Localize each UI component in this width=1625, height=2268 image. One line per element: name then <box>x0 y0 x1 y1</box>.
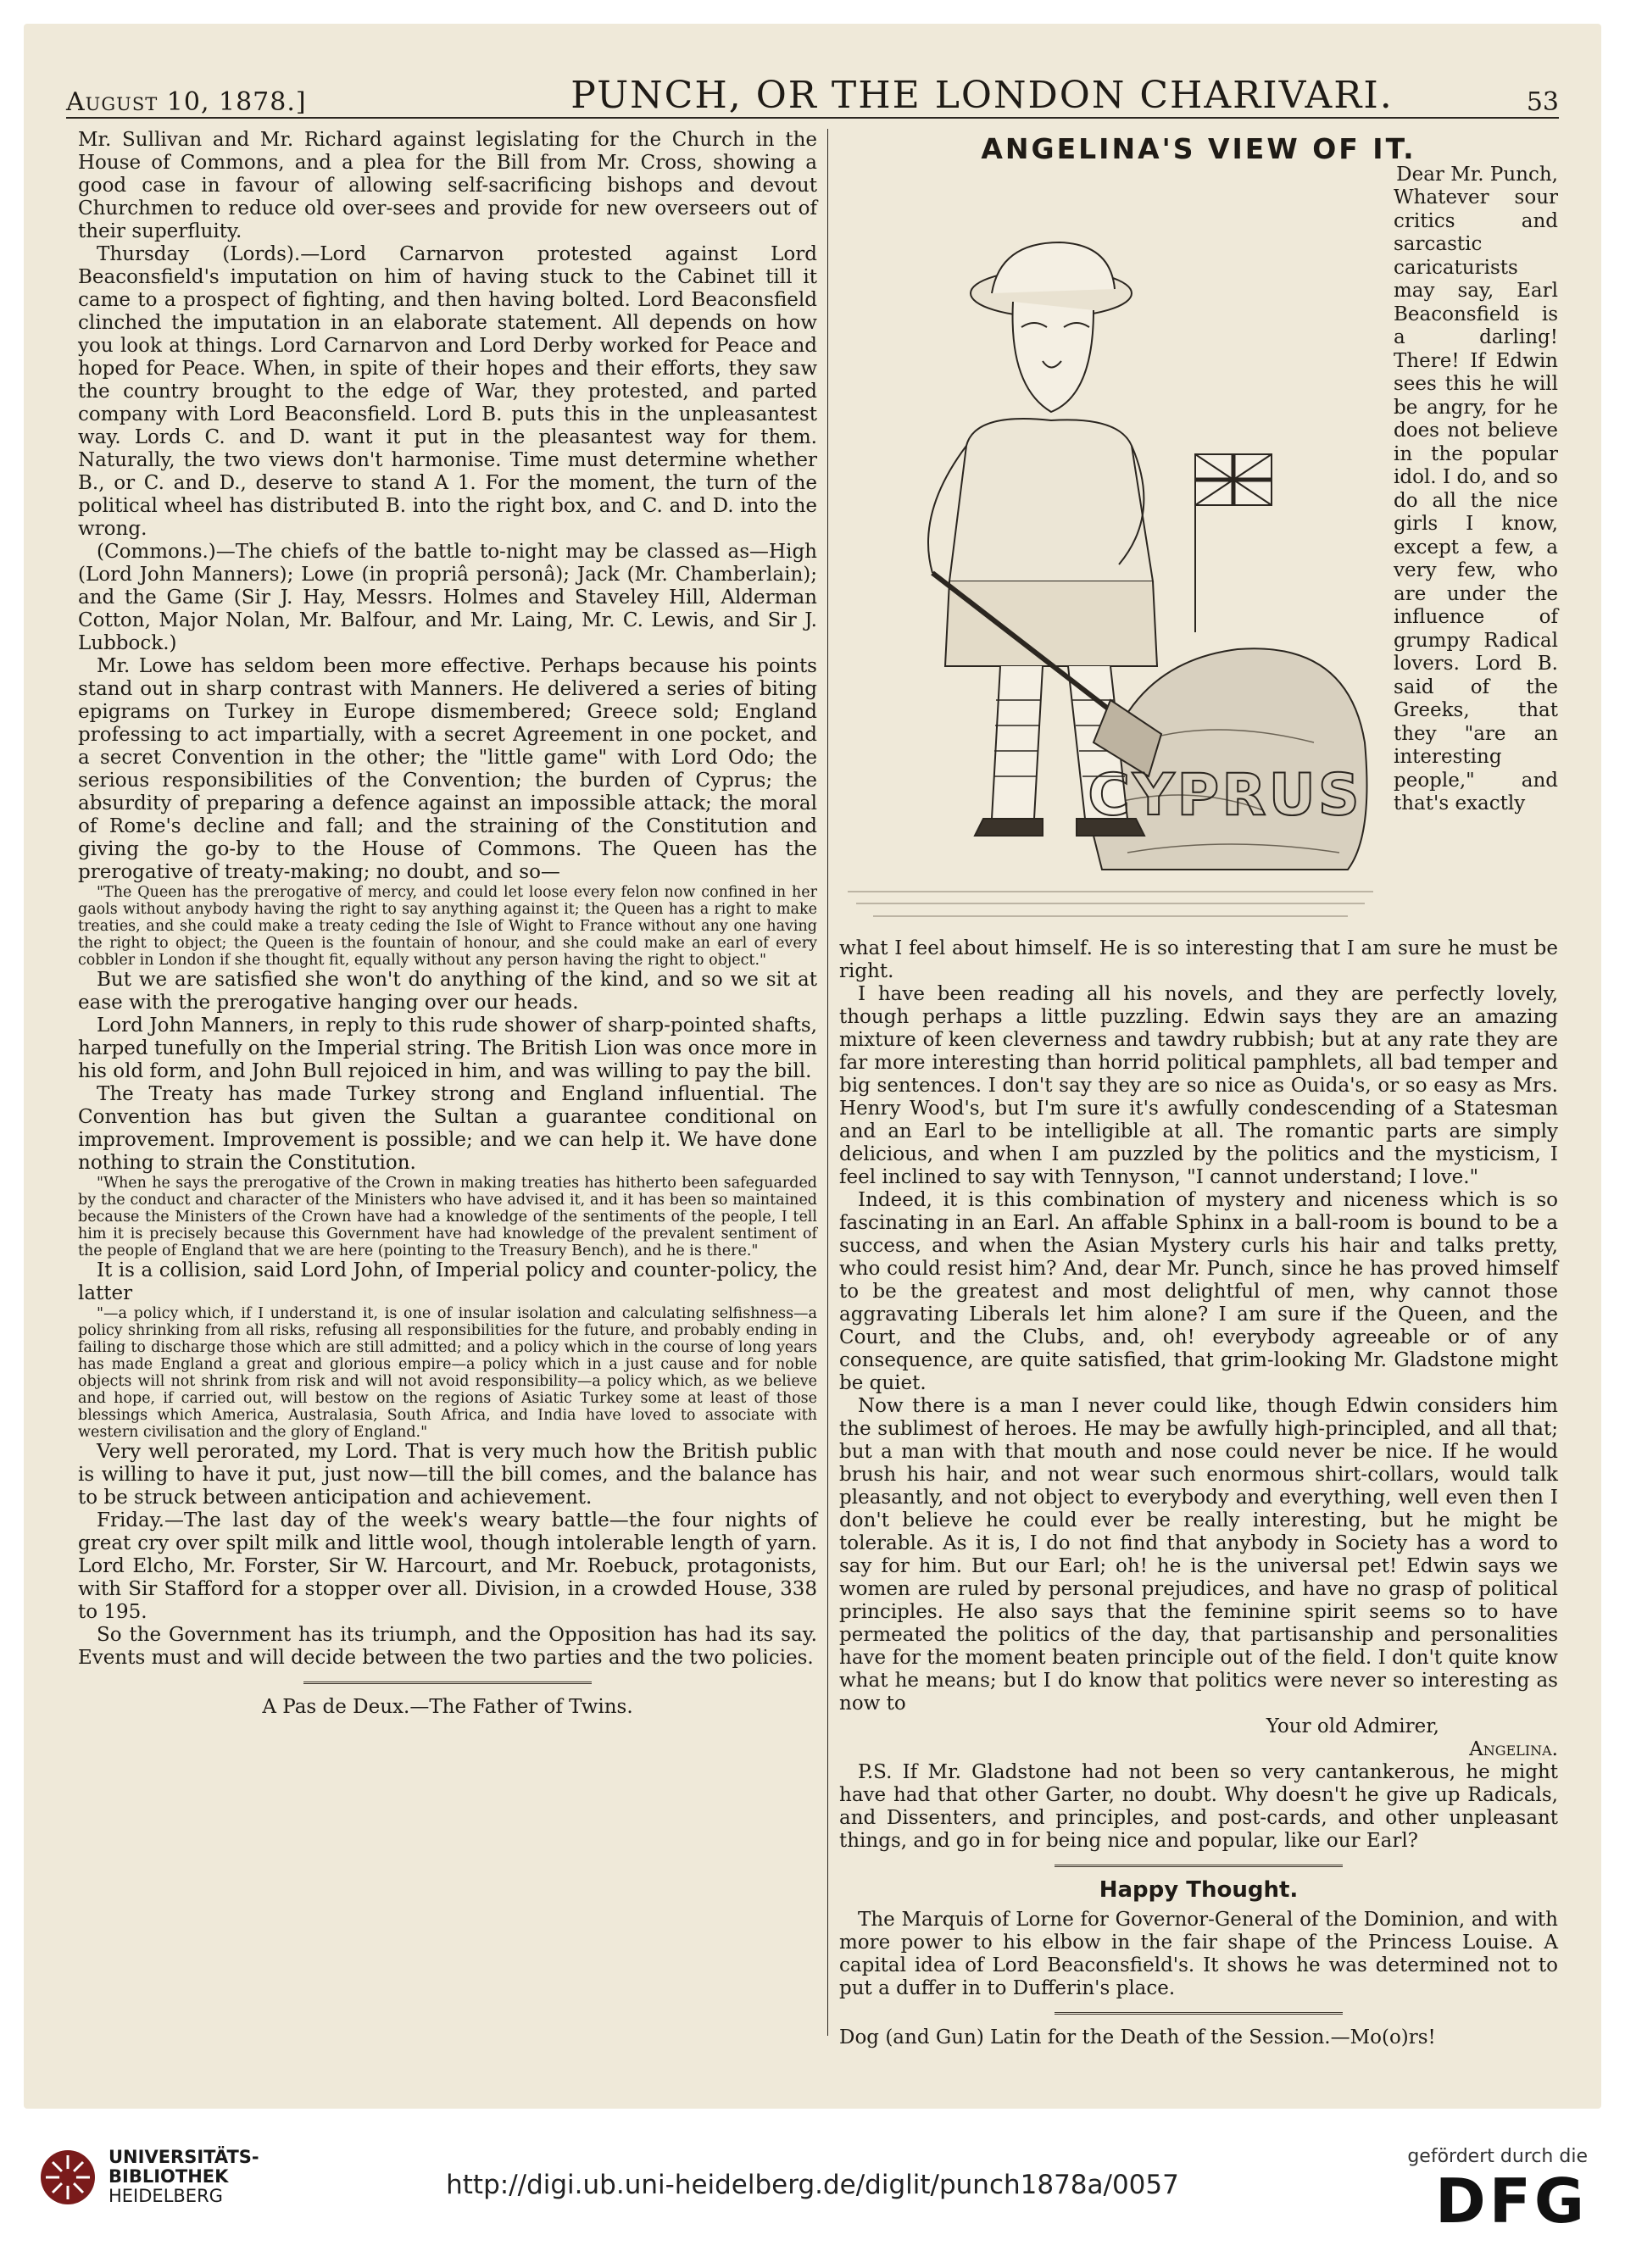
paragraph: But we are satisfied she won't do anything of the kind, and so we sit at ease with the prerogative hanging over our heads. <box>78 969 817 1014</box>
dog-latin-line: Dog (and Gun) Latin for the Death of the Session.—Mo(o)rs! <box>839 2026 1436 2048</box>
section-title: Happy Thought. <box>1099 1877 1299 1903</box>
cartoon-illustration <box>839 192 1382 937</box>
paragraph: Now there is a man I never could like, though Edwin considers him the sublimest of heroes. He may be awfully high-principled, and all that; but a man with that mouth and nose could never be nice. If he would brush his hair, and not wear such enormous shirt-collars, would talk pleasantly, and not object to everybody and everything, well even then I don't believe he could ever be really interesting, but he might be tolerable. As it is, I do not find that anybody in Society has a word to say for him. But our Earl; oh! he is the universal pet! Edwin says we women are ruled by personal prejudices, and have no grasp of political principles. He also says that the feminine spirit seems so to have permeated the politics of the day, that partisanship and personalities have for the moment beaten principle out of the field. I don't quite know what he means; but I do know that politics were never so interesting as now to <box>839 1395 1558 1715</box>
paragraph: The Marquis of Lorne for Governor-General of the Dominion, and with more power to his elbow in the fair shape of the Princess Louise. A capital idea of Lord Beaconsfield's. It shows he was determined not to put a duffer in to Dufferin's place. <box>839 1909 1558 1999</box>
signature: Angelina. <box>1469 1738 1558 1760</box>
paragraph: Thursday (Lords).—Lord Carnarvon protested against Lord Beaconsfield's imputation on him of having stuck to the Cabinet till it came to a prospect of fighting, and then having bolted. Lord Beaconsfield clinched the imputation in an elaborate statement. All depends on how you look at things. Lord Carnarvon and Lord Derby worked for Peace and hoped for Peace. When, in spite of their hopes and their efforts, they saw the country brought to the edge of War, they protested, and parted company with Lord Beaconsfield. Lord B. puts this in the unpleasantest way. Lords C. and D. want it put in the pleasantest way for them. Naturally, the two views don't harmonise. Time must determine whether B., or C. and D., deserve to stand A 1. For the moment, the turn of the political wheel has distributed B. into the right box, and C. and D. into the wrong. <box>78 243 817 540</box>
scanned-page <box>24 24 1601 2109</box>
paragraph: The Treaty has made Turkey strong and England influential. The Convention has but given the Sultan a guarantee conditional on improvement. Improvement is possible; and we can help it. We have done nothing to strain the Constitution. <box>78 1083 817 1174</box>
paragraph: Mr. Lowe has seldom been more effective. Perhaps because his points stand out in sharp contrast with Manners. He delivered a series of biting epigrams on Turkey in Europe dismembered; Greece sold; England professing to act impartially, with a secret Agreement in one pocket, and a secret Convention in the other; the "little game" with Lord Odo; the serious responsibilities of the Convention; the burden of Cyprus; the absurdity of preparing a defence against an impossible attack; the moral of Rome's decline and fall; and the straining of the Constitution and giving the go-by to the House of Commons. The Queen has the prerogative of treaty-making; no doubt, and so— <box>78 655 817 883</box>
funder-block <box>1407 2146 1588 2235</box>
source-url-link[interactable]: http://digi.ub.uni-heidelberg.de/diglit/punch1878a/0057 <box>446 2170 1179 2200</box>
article-title: ANGELINA'S VIEW OF IT. <box>981 132 1416 165</box>
cartoon-drawing <box>839 192 1382 937</box>
paragraph: (Commons.)—The chiefs of the battle to-night may be classed as—High (Lord John Manners); Lowe (in propriâ personâ); Jack (Mr. Chamberlain); and the Game (Sir J. Hay, Messrs. Holmes and Staveley Hill, Alderman Cotton, Major Nolan, Mr. Balfour, and Mr. Laing, Mr. C. Lewis, and Sir J. Lubbock.) <box>78 541 817 654</box>
section-rule <box>1055 2012 1343 2015</box>
quotation: "—a policy which, if I understand it, is one of insular isolation and calculating selfishness—a policy shrinking from all risks, refusing all responsibilities for the future, and probably ending in failing to discharge those which are still admitted; and a policy which in the course of long years has made England a great and glorious empire—a policy which in a just cause and for noble objects will not shrink from risk and will not avoid responsibility—a policy which, as we believe and hope, if carried out, will bestow on the regions of Asiatic Turkey some at least of those blessings which America, Australasia, South Africa, and India have loved to associate with western civilisation and the glory of England." <box>78 1305 817 1441</box>
library-name-line: HEIDELBERG <box>109 2186 223 2206</box>
paragraph: Whatever sour critics and sarcastic caricaturists may say, Earl Beaconsfield is a darling! There! If Edwin sees this he will be angry, for he does not believe in the popular idol. I do, and so do all the nice girls I know, except a few, a very few, who are under the influence of grumpy Radical lovers. Lord B. said of the Greeks, that they "are an interesting people," and that's exactly <box>1394 186 1558 814</box>
rock-label: CYPRUS <box>1088 762 1362 829</box>
section-rule <box>1055 1865 1343 1867</box>
paragraph: Friday.—The last day of the week's weary battle—the four nights of great cry over spilt milk and little wool, though intolerable length of yarn. Lord Elcho, Mr. Forster, Sir W. Harcourt, and Mr. Roebuck, protagonists, with Sir Stafford for a stopper over all. Division, in a crowded House, 338 to 195. <box>78 1509 817 1623</box>
closing: Your old Admirer, <box>1266 1715 1439 1737</box>
paragraph: what I feel about himself. He is so interesting that I am sure he must be right. <box>839 937 1558 982</box>
salutation: Dear Mr. Punch, <box>1396 164 1558 186</box>
paragraph: I have been reading all his novels, and they are perfectly lovely, though perhaps a little puzzling. Edwin says they are an amazing mixture of keen cleverness and tawdry rubbish; but at any rate they are far more interesting than horrid political pamphlets, all bad temper and big sentences. I don't say they are so nice as Ouida's, or so easy as Mrs. Henry Wood's, but I'm sure it's awfully condescending of a Statesman and an Earl to be intelligible at all. The romantic parts are simply delicious, and when I am puzzled by the politics and the mysticism, I feel inclined to say with Tennyson, "I cannot understand; I love." <box>839 983 1558 1188</box>
page-header <box>66 54 1559 119</box>
footer <box>0 2119 1625 2268</box>
paragraph: Lord John Manners, in reply to this rude shower of sharp-pointed shafts, harped tunefully on the Imperial string. The British Lion was once more in his old form, and John Bull rejoiced in him, and was willing to pay the bill. <box>78 1014 817 1082</box>
library-name-line: UNIVERSITÄTS- <box>109 2147 259 2167</box>
left-column <box>78 129 817 1719</box>
quotation: "The Queen has the prerogative of mercy, and could let loose every felon now confined in her gaols without anybody having the right to say anything against it; the Queen has a right to make treaties, and she could make a treaty ceding the Isle of Wight to France without any one having the right to object; the Queen is the fountain of honour, and she could make an earl of every cobbler in London if she thought fit, equally without any person having the right to object." <box>78 884 817 969</box>
paragraph: Indeed, it is this combination of mystery and niceness which is so fascinating in an Earl. An affable Sphinx in a ball-room is bound to be a success, and when the Asian Mystery curls his hair and talks pretty, who could resist him? And, dear Mr. Punch, since he has proved himself to be the greatest and most delightful of men, why cannot those aggravating Liberals let him alone? I am sure if the Queen, and the Court, and the Clubs, and, oh! everybody agreeable or of any consequence, are quite satisfied, that grim-looking Mr. Gladstone might be quiet. <box>839 1189 1558 1394</box>
section-rule <box>303 1682 592 1684</box>
header-title: PUNCH, OR THE LONDON CHARIVARI. <box>570 74 1394 117</box>
paragraph: So the Government has its triumph, and the Opposition has had its say. Events must and will decide between the two parties and the two policies. <box>78 1624 817 1669</box>
paragraph: It is a collision, said Lord John, of Imperial policy and counter-policy, the latter <box>78 1259 817 1304</box>
column-divider <box>827 129 828 2036</box>
header-date: August 10, 1878.] <box>66 87 307 117</box>
side-text <box>1394 186 1558 937</box>
postscript: P.S. If Mr. Gladstone had not been so very cantankerous, he might have had that other Garter, no doubt. Why doesn't he give up Radicals, and Dissenters, and principles, and post-cards, and other unpleasant things, and go in for being nice and popular, like our Earl? <box>839 1761 1558 1852</box>
paragraph: Very well perorated, my Lord. That is very much how the British public is willing to have it put, just now—till the bill comes, and the balance has to be struck between anticipation and achievement. <box>78 1441 817 1509</box>
joke-line: A Pas de Deux.—The Father of Twins. <box>262 1696 633 1718</box>
funder-label: gefördert durch die <box>1407 2146 1588 2167</box>
page-number: 53 <box>1526 87 1559 117</box>
paragraph: Mr. Sullivan and Mr. Richard against legislating for the Church in the House of Commons, and a plea for the Bill from Mr. Cross, showing a good case in favour of allowing self-sacrificing bishops and devout Churchmen to reduce old over-sees and provide for new overseers out of their superfluity. <box>78 129 817 242</box>
quotation: "When he says the prerogative of the Crown in making treaties has hitherto been safeguarded by the conduct and character of the Ministers who have advised it, and it has been so maintained because the Ministers of the Crown have had a knowledge of the sentiments of the people, I tell him it is precisely because this Government have had knowledge of the prevalent sentiment of the people of England that we are here (pointing to the Treasury Bench), and he is there." <box>78 1175 817 1259</box>
library-name-line: BIBLIOTHEK <box>109 2166 229 2187</box>
dfg-logo: DFG <box>1434 2165 1588 2237</box>
right-column <box>839 129 1558 2049</box>
